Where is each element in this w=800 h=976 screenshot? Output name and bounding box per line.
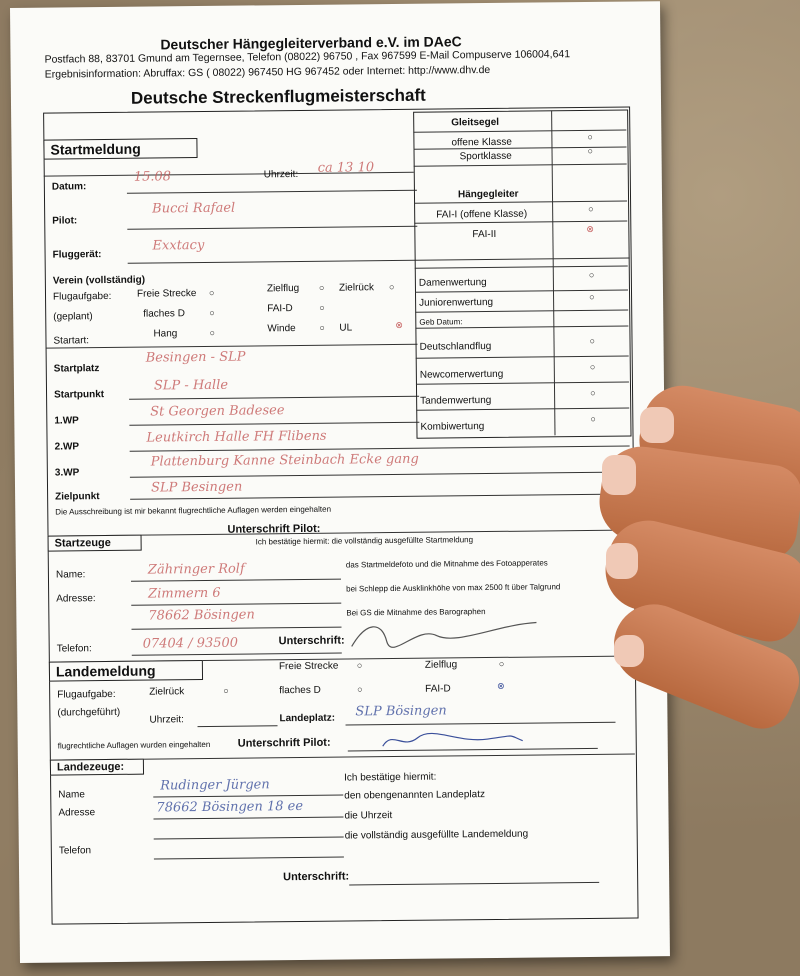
lz-c1: den obengenannten Landeplatz xyxy=(344,789,486,802)
radio-fai-d[interactable]: ○ xyxy=(319,302,325,313)
verein-label: Verein (vollständig) xyxy=(52,274,146,287)
zielpunkt-value[interactable]: SLP Besingen xyxy=(150,479,243,496)
pilot-value[interactable]: Bucci Rafael xyxy=(152,200,236,217)
radio-winde[interactable]: ○ xyxy=(319,322,325,333)
fluggeraet-label: Fluggerät: xyxy=(52,249,102,261)
gleitsegel-heading: Gleitsegel xyxy=(451,116,500,129)
wp1-value[interactable]: St Georgen Badesee xyxy=(150,403,285,420)
checkbox-fai1[interactable]: ○ xyxy=(588,203,594,214)
lz-telefon-label: Telefon xyxy=(58,845,92,857)
lz-unterschrift: Unterschrift: xyxy=(283,870,350,884)
checkbox-junioren[interactable]: ○ xyxy=(589,291,595,302)
lm-unterschrift: Unterschrift Pilot: xyxy=(237,736,331,750)
section-startzeuge: Startzeuge xyxy=(48,535,142,552)
sz-adresse2-value[interactable]: 78662 Bösingen xyxy=(148,607,255,624)
lz-c2: die Uhrzeit xyxy=(344,810,393,822)
opt-winde: Winde xyxy=(267,323,296,335)
sz-adresse-label: Adresse: xyxy=(56,593,96,605)
geplant-label: (geplant) xyxy=(53,311,93,323)
radio-zielflug[interactable]: ○ xyxy=(318,282,325,293)
lm-freie-strecke: Freie Strecke xyxy=(278,660,339,673)
section-startmeldung: Startmeldung xyxy=(43,138,197,160)
section-landemeldung: Landemeldung xyxy=(49,660,203,682)
radio-hang[interactable]: ○ xyxy=(209,327,215,338)
startplatz-label: Startplatz xyxy=(53,363,100,375)
sz-signature xyxy=(346,614,546,656)
radio-lm-zielrueck[interactable]: ○ xyxy=(223,685,229,696)
checkbox-newcomer[interactable]: ○ xyxy=(589,361,596,372)
wp2-label: 2.WP xyxy=(54,441,80,453)
sz-name-value[interactable]: Zähringer Rolf xyxy=(147,561,245,578)
radio-ul-checked[interactable]: ⊗ xyxy=(395,319,403,330)
newcomer-label: Newcomerwertung xyxy=(419,368,504,381)
sz-adresse-value[interactable]: Zimmern 6 xyxy=(148,585,221,602)
damen-label: Damenwertung xyxy=(418,277,487,289)
startzeuge-c3: Bei GS die Mitnahme des Barographen xyxy=(346,607,486,618)
flugaufgabe-label: Flugaufgabe: xyxy=(52,290,112,303)
lz-c0: Ich bestätige hiermit: xyxy=(344,771,437,784)
unterschrift-pilot-start: Unterschrift Pilot: xyxy=(227,522,321,536)
startzeuge-c2: bei Schlepp die Ausklinkhöhe von max 2500 ft über Talgrund xyxy=(346,582,561,594)
org-name: Deutscher Hängegleiterverband e.V. im DAeC xyxy=(160,33,462,53)
checkbox-damen[interactable]: ○ xyxy=(588,269,595,280)
radio-flaches-d[interactable]: ○ xyxy=(209,307,215,318)
lm-landeplatz-value[interactable]: SLP Bösingen xyxy=(355,703,447,720)
lz-adresse-value[interactable]: 78662 Bösingen 18 ee xyxy=(156,798,304,816)
junioren-label: Juniorenwertung xyxy=(419,296,494,309)
sz-telefon-label: Telefon: xyxy=(56,643,92,655)
sportklasse-label: Sportklasse xyxy=(459,150,512,163)
checkbox-deutschland[interactable]: ○ xyxy=(589,335,596,346)
class-panel xyxy=(413,110,631,439)
checkbox-fai2-checked[interactable]: ⊗ xyxy=(586,223,594,234)
fai1-label: FAI-I (offene Klasse) xyxy=(436,208,528,221)
lz-adresse-label: Adresse xyxy=(58,807,96,819)
lm-zielrueck: Zielrück xyxy=(149,686,185,698)
opt-freie-strecke: Freie Strecke xyxy=(136,288,197,300)
org-address: Postfach 88, 83701 Gmund am Tegernsee, Telefon (08022) 96750 , Fax 967599 E-Mail Compuserve 106004,641 xyxy=(44,48,571,66)
startmeldung-note: Die Ausschreibung ist mir bekannt flugrechtliche Auflagen werden eingehalten xyxy=(55,504,332,517)
wp2-value[interactable]: Leutkirch Halle FH Flibens xyxy=(146,428,327,446)
lm-zielflug: Zielflug xyxy=(424,659,458,671)
startzeuge-c1: das Startmeldefoto und die Mitnahme des Fotoapperates xyxy=(345,558,548,570)
org-contact: Ergebnisinformation: Abruffax: GS ( 08022) 967450 HG 967452 oder Internet: http://www.dhv.de xyxy=(44,63,491,81)
startplatz-value[interactable]: Besingen - SLP xyxy=(145,349,246,366)
lz-name-label: Name xyxy=(58,789,85,801)
deutschland-label: Deutschlandflug xyxy=(419,340,492,353)
opt-hang: Hang xyxy=(153,328,178,340)
kombi-label: Kombiwertung xyxy=(420,421,485,433)
sz-unterschrift: Unterschrift: xyxy=(278,634,345,648)
opt-zielrueck: Zielrück xyxy=(338,282,375,294)
geb-datum-label: Geb Datum: xyxy=(419,317,463,327)
radio-lm-fai-d-checked[interactable]: ⊗ xyxy=(497,680,505,691)
radio-lm-flaches-d[interactable]: ○ xyxy=(357,684,363,695)
lm-uhrzeit-label: Uhrzeit: xyxy=(149,714,184,726)
haengegleiter-heading: Hängegleiter xyxy=(457,188,519,201)
lm-flaches-d: flaches D xyxy=(279,684,321,697)
uhrzeit-value[interactable]: ca 13 10 xyxy=(317,160,375,176)
wp3-value[interactable]: Plattenburg Kanne Steinbach Ecke gang xyxy=(150,451,419,470)
opt-zielflug: Zielflug xyxy=(266,282,300,295)
section-landezeuge: Landezeuge: xyxy=(50,759,144,776)
lz-name-value[interactable]: Rudinger Jürgen xyxy=(160,777,270,794)
lm-durch-label: (durchgeführt) xyxy=(57,706,121,719)
startpunkt-value[interactable]: SLP - Halle xyxy=(153,377,229,394)
datum-label: Datum: xyxy=(51,181,87,193)
lm-note: flugrechtliche Auflagen wurden eingehalten xyxy=(57,739,211,751)
fai2-label: FAI-II xyxy=(472,228,497,241)
zielpunkt-label: Zielpunkt xyxy=(55,491,100,503)
uhrzeit-label: Uhrzeit: xyxy=(263,168,299,181)
checkbox-tandem[interactable]: ○ xyxy=(590,387,596,398)
sz-telefon-value[interactable]: 07404 / 93500 xyxy=(142,635,239,652)
opt-ul: UL xyxy=(339,322,353,334)
lz-c3: die vollständig ausgefüllte Landemeldung xyxy=(344,828,529,842)
pilot-label: Pilot: xyxy=(52,215,78,227)
lm-landeplatz-label: Landeplatz: xyxy=(279,712,336,725)
wp3-label: 3.WP xyxy=(54,467,80,479)
offene-klasse-label: offene Klasse xyxy=(451,136,512,149)
fluggeraet-value[interactable]: Exxtacy xyxy=(152,237,205,254)
wp1-label: 1.WP xyxy=(54,415,79,427)
startpunkt-label: Startpunkt xyxy=(53,389,105,401)
lm-fai-d: FAI-D xyxy=(425,683,451,695)
radio-lm-zielflug[interactable]: ○ xyxy=(498,658,505,669)
hand-photo xyxy=(600,395,800,785)
checkbox-sportklasse[interactable]: ○ xyxy=(587,145,594,156)
form-title: Deutsche Streckenflugmeisterschaft xyxy=(130,85,426,108)
datum-value[interactable]: 15.08 xyxy=(133,169,172,185)
opt-fai-d: FAI-D xyxy=(267,303,293,315)
startart-label: Startart: xyxy=(53,335,90,347)
lm-flugaufgabe-label: Flugaufgabe: xyxy=(57,688,116,701)
checkbox-kombi[interactable]: ○ xyxy=(590,413,596,424)
checkbox-offene-klasse[interactable]: ○ xyxy=(587,131,593,142)
radio-lm-freie-strecke[interactable]: ○ xyxy=(356,660,363,671)
sz-name-label: Name: xyxy=(55,569,86,581)
radio-freie-strecke[interactable]: ○ xyxy=(208,287,215,298)
radio-zielrueck[interactable]: ○ xyxy=(388,281,395,293)
tandem-label: Tandemwertung xyxy=(420,394,492,407)
opt-flaches-d: flaches D xyxy=(143,308,185,320)
startzeuge-confirm: Ich bestätige hiermit: die vollständig ausgefüllte Startmeldung xyxy=(255,535,474,547)
form-paper xyxy=(10,1,670,963)
